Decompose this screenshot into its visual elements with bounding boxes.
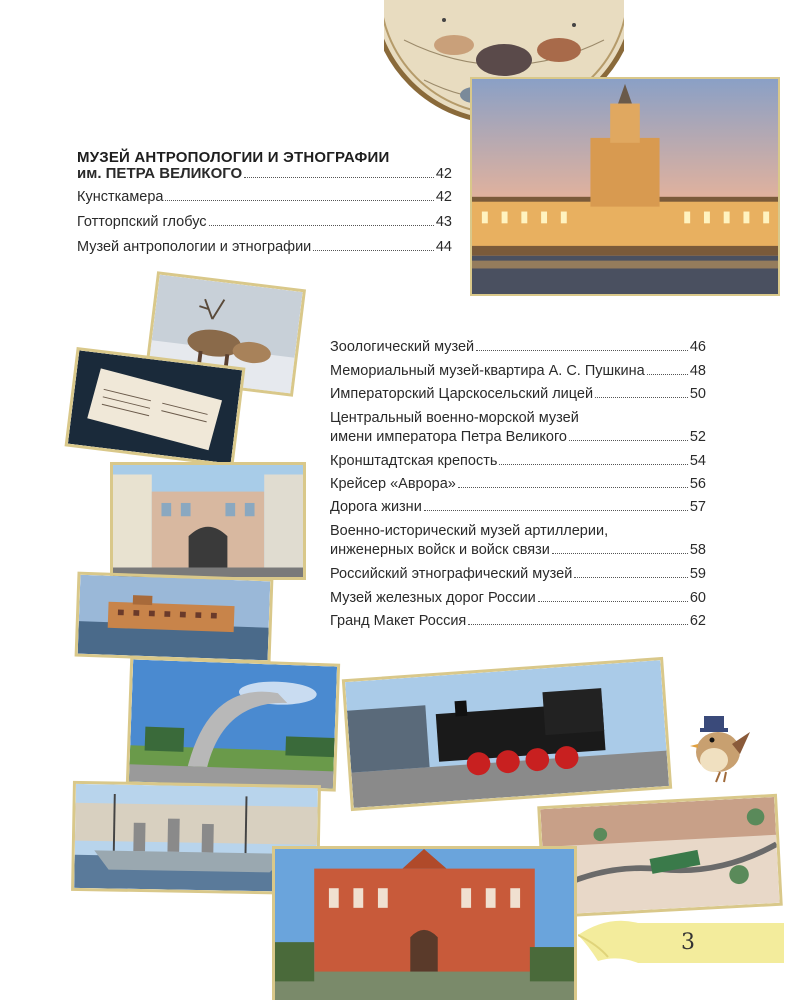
toc-entry-label: Военно-исторический музей артиллерии, <box>330 523 609 539</box>
page-ref: 54 <box>689 453 706 469</box>
steam-locomotive-photo <box>342 657 672 811</box>
leader-dots <box>476 350 688 351</box>
pushkin-book-photo <box>65 347 246 467</box>
section1-title-line2: им. ПЕТРА ВЕЛИКОГО <box>77 165 243 182</box>
page-ref: 52 <box>689 429 706 445</box>
toc-entry-label-line1 <box>330 524 706 539</box>
page-ref: 43 <box>435 214 452 230</box>
toc-entry[interactable] <box>330 567 706 582</box>
page-ref: 59 <box>689 566 706 582</box>
leader-dots <box>209 225 434 226</box>
toc-entry[interactable] <box>330 591 706 606</box>
toc-entry-label-line1 <box>330 411 706 426</box>
artillery-museum-photo <box>272 846 577 1000</box>
toc-entry-label: инженерных войск и войск связи <box>330 542 550 558</box>
leader-dots <box>244 177 434 178</box>
toc-entry-label: Готторпский глобус <box>77 214 207 230</box>
kronstadt-fort-photo <box>75 572 274 664</box>
leader-dots <box>468 624 688 625</box>
toc-entry-label: Кунсткамера <box>77 189 164 205</box>
leader-dots <box>552 553 688 554</box>
page-ref: 42 <box>435 189 452 205</box>
toc-entry[interactable] <box>330 340 706 355</box>
leader-dots <box>313 250 434 251</box>
toc-entry-label: Зоологический музей <box>330 339 475 355</box>
page-ref: 44 <box>435 239 452 255</box>
toc-entry[interactable] <box>330 500 706 515</box>
road-of-life-monument-photo <box>126 656 340 791</box>
toc-entry-label: Мемориальный музей-квартира А. С. Пушкина <box>330 363 645 379</box>
toc-entry-label: Дорога жизни <box>330 499 422 515</box>
page-ref: 46 <box>689 339 706 355</box>
leader-dots <box>595 397 688 398</box>
toc-entry-label: Императорский Царскосельский лицей <box>330 386 594 402</box>
toc-entry[interactable] <box>330 430 706 445</box>
toc-entry-label: имени императора Петра Великого <box>330 429 567 445</box>
leader-dots <box>499 464 687 465</box>
toc-entry-label: Кронштадтская крепость <box>330 453 498 469</box>
toc-entry-label: Крейсер «Аврора» <box>330 476 456 492</box>
toc-entry-label: Музей железных дорог России <box>330 590 536 606</box>
page-ref: 48 <box>689 363 706 379</box>
toc-entry-title[interactable] <box>77 166 452 182</box>
toc-entry-label: Центральный военно-морской музей <box>330 410 579 426</box>
leader-dots <box>458 487 688 488</box>
toc-entry[interactable] <box>77 215 452 230</box>
leader-dots <box>538 601 688 602</box>
section1-title-line1: МУЗЕЙ АНТРОПОЛОГИИ И ЭТНОГРАФИИ <box>77 149 390 166</box>
lyceum-photo <box>110 462 306 580</box>
page-ref: 56 <box>689 476 706 492</box>
toc-entry-label: Музей антропологии и этнографии <box>77 239 312 255</box>
toc-entry[interactable] <box>77 190 452 205</box>
leader-dots <box>165 200 433 201</box>
toc-entry[interactable] <box>330 454 706 469</box>
toc-entry-label: Российский этнографический музей <box>330 566 573 582</box>
page-ref: 58 <box>689 542 706 558</box>
leader-dots <box>647 374 688 375</box>
toc-entry-label: Гранд Макет Россия <box>330 613 467 629</box>
page-ref: 60 <box>689 590 706 606</box>
page-ref: 62 <box>689 613 706 629</box>
kunstkamera-photo <box>470 77 780 296</box>
bird-in-hat-illustration <box>680 704 752 784</box>
toc-entry[interactable] <box>77 240 452 255</box>
page-number: 3 <box>681 930 695 955</box>
page-ref: 42 <box>435 166 452 182</box>
toc-entry[interactable] <box>330 477 706 492</box>
leader-dots <box>574 577 688 578</box>
toc-entry[interactable] <box>330 614 706 629</box>
toc-entry[interactable] <box>330 387 706 402</box>
page-ref: 50 <box>689 386 706 402</box>
toc-entry[interactable] <box>330 364 706 379</box>
leader-dots <box>424 510 688 511</box>
toc-entry[interactable] <box>330 543 706 558</box>
page-ref: 57 <box>689 499 706 515</box>
leader-dots <box>569 440 688 441</box>
